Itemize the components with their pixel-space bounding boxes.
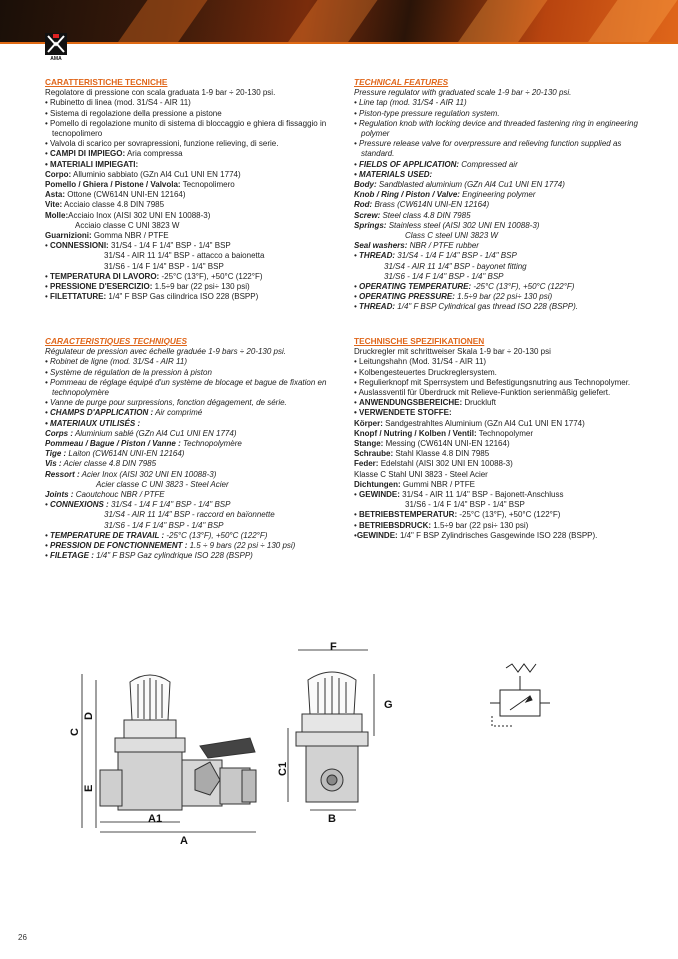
material-it: Corpo: Alluminio sabbiato (GZn Al4 Cu1 UNI EN 1774): [45, 169, 241, 179]
material-de: Feder: Edelstahl (AISI 302 UNI EN 10088-3): [354, 459, 513, 469]
connection-en: 31/S4 - AIR 11 1/4" BSP - bayonet fitting: [384, 261, 527, 271]
connection-it: 31/S6 - 1/4 F 1/4" BSP - 1/4" BSP: [104, 261, 224, 271]
bullet-fr: • Vanne de purge pour surpressions, fonction dégagement, de série.: [45, 398, 340, 408]
bullet-en: • Line tap (mod. 31/S4 - AIR 11): [354, 98, 646, 108]
materials-heading-de: • VERWENDETE STOFFE:: [354, 408, 646, 418]
section-english: [354, 77, 646, 313]
bullet-de: • Regulierknopf mit Sperrsystem und Befestigungsnutring aus Technopolymer.: [354, 378, 646, 388]
materials-heading-fr: • MATERIAUX UTILISÉS :: [45, 419, 340, 429]
heading-en: TECHNICAL FEATURES: [354, 77, 449, 87]
thread-en: • THREAD: 1/4" F BSP Cylindrical gas thread ISO 228 (BSPP).: [354, 302, 646, 312]
connections-it: • CONNESSIONI: 31/S4 - 1/4 F 1/4" BSP - 1/4" BSP: [45, 241, 340, 251]
material-cont-it: Acciaio classe C UNI 3823 W: [75, 220, 180, 230]
bullet-de: • Leitungshahn (Mod. 31/S4 - AIR 11): [354, 357, 646, 367]
connection-en: 31/S6 - 1/4 F 1/4" BSP - 1/4" BSP: [384, 271, 504, 281]
section-italian: [45, 77, 340, 302]
material-it: Molle:Acciaio Inox (AISI 302 UNI EN 10088-3): [45, 210, 211, 220]
material-en: Knob / Ring / Piston / Valve: Engineering polymer: [354, 190, 536, 200]
thread-fr: • FILETAGE : 1/4" F BSP Gaz cylindrique ISO 228 (BSPP): [45, 551, 340, 561]
material-it: Pomello / Ghiera / Pistone / Valvola: Tecnopolimero: [45, 180, 235, 190]
connections-en: • THREAD: 31/S4 - 1/4 F 1/4" BSP - 1/4" BSP: [354, 251, 646, 261]
material-en: Rod: Brass (CW614N UNI-EN 12164): [354, 200, 490, 210]
label-g: G: [384, 699, 393, 711]
material-en: Springs: Stainless steel (AISI 302 UNI EN 10088-3): [354, 220, 540, 230]
label-a: A: [180, 835, 188, 847]
material-de: Körper: Sandgestrahltes Aluminium (GZn Al4 Cu1 UNI EN 1774): [354, 418, 585, 428]
material-fr: Pommeau / Bague / Piston / Vanne : Technopolymère: [45, 439, 242, 449]
fields-de: • ANWENDUNGSBEREICHE: Druckluft: [354, 398, 646, 408]
thread-de: •GEWINDE: 1/4" F BSP Zylindrisches Gasgewinde ISO 228 (BSPP).: [354, 530, 598, 540]
materials-heading-it: • MATERIALI IMPIEGATI:: [45, 160, 340, 170]
temperature-it: • TEMPERATURA DI LAVORO: -25°C (13°F), +50°C (122°F): [45, 272, 340, 282]
connection-fr: 31/S4 - AIR 11 1/4" BSP - raccord en baïonnette: [104, 510, 275, 520]
label-d: D: [83, 712, 95, 720]
material-fr: Tige : Laiton (CW614N UNI-EN 12164): [45, 449, 185, 459]
pressure-fr: • PRESSION DE FONCTIONNEMENT : 1.5 ÷ 9 bars (22 psi ÷ 130 psi): [45, 541, 340, 551]
seals-de: Dichtungen: Gummi NBR / PTFE: [354, 479, 475, 489]
fields-fr: • CHAMPS D'APPLICATION : Air comprimé: [45, 408, 340, 418]
side-view: [296, 672, 368, 802]
seals-it: Guarnizioni: Gomma NBR / PTFE: [45, 231, 169, 241]
label-f: F: [330, 641, 337, 653]
connection-it: 31/S4 - AIR 11 1/4" BSP - attacco a baionetta: [104, 251, 265, 261]
material-it: Vite: Acciaio classe 4.8 DIN 7985: [45, 200, 165, 210]
material-en: Screw: Steel class 4.8 DIN 7985: [354, 210, 471, 220]
intro-it: Regolatore di pressione con scala graduata 1-9 bar ÷ 20-130 psi.: [45, 88, 276, 98]
front-view: [100, 675, 256, 810]
section-french: [45, 336, 340, 561]
bullet-fr: • Pommeau de réglage équipé d'un système de blocage et bague de fixation en technopolymère: [45, 378, 340, 398]
intro-fr: Régulateur de pression avec échelle graduée 1-9 bars ÷ 20-130 psi.: [45, 347, 286, 357]
seals-fr: Joints : Caoutchouc NBR / PTFE: [45, 490, 165, 500]
fields-en: • FIELDS OF APPLICATION: Compressed air: [354, 160, 646, 170]
material-fr: Corps : Aluminium sablé (GZn Al4 Cu1 UNI EN 1774): [45, 428, 237, 438]
material-cont-de: Klasse C Stahl UNI 3823 - Steel Acier: [354, 469, 488, 479]
bullet-en: • Regulation knob with locking device and threaded fastening ring in engineering polymer: [354, 119, 646, 139]
material-cont-en: Class C steel UNI 3823 W: [405, 231, 498, 241]
seals-en: Seal washers: NBR / PTFE rubber: [354, 241, 479, 251]
label-c1: C1: [277, 761, 289, 776]
bullet-fr: • Système de régulation de la pression à piston: [45, 368, 340, 378]
pressure-it: • PRESSIONE D'ESERCIZIO: 1.5÷9 bar (22 psi÷ 130 psi): [45, 282, 340, 292]
pressure-en: • OPERATING PRESSURE: 1.5÷9 bar (22 psi÷ 130 psi): [354, 292, 646, 302]
materials-heading-en: • MATERIALS USED:: [354, 170, 646, 180]
material-en: Body: Sandblasted aluminium (GZn Al4 Cu1 UNI EN 1774): [354, 180, 565, 190]
header-rule: [0, 42, 678, 44]
temperature-fr: • TEMPERATURE DE TRAVAIL : -25°C (13°F), +50°C (122°F): [45, 531, 340, 541]
intro-de: Druckregler mit schrittweiser Skala 1-9 bar ÷ 20-130 psi: [354, 347, 551, 357]
thread-it: • FILETTATURE: 1/4" F BSP Gas cilindrica ISO 228 (BSPP): [45, 292, 340, 302]
bullet-it: • Pomello di regolazione munito di sistema di bloccaggio e ghiera di fissaggio in tecnopolimero: [45, 119, 340, 139]
material-de: Knopf / Nutring / Kolben / Ventil: Technopolymer: [354, 428, 533, 438]
bullet-it: • Valvola di scarico per sovrapressioni, funzione relieving, di serie.: [45, 139, 340, 149]
brand-logo: [45, 33, 67, 63]
label-b: B: [328, 813, 336, 825]
material-cont-fr: Acier classe C UNI 3823 - Steel Acier: [96, 479, 229, 489]
bullet-de: • Kolbengesteuertes Druckreglersystem.: [354, 368, 646, 378]
bullet-en: • Pressure release valve for overpressure and relieving function supplied as standard.: [354, 139, 646, 159]
heading-it: CARATTERISTICHE TECNICHE: [45, 77, 168, 87]
material-it: Asta: Ottone (CW614N UNI-EN 12164): [45, 190, 186, 200]
temperature-de: • BETRIEBSTEMPERATUR: -25°C (13°F), +50°C (122°F): [354, 510, 646, 520]
page-number: 26: [18, 933, 27, 942]
label-e: E: [83, 784, 95, 792]
bullet-de: • Auslassventil für Überdruck mit Relieve-Funktion serienmäßig geliefert.: [354, 388, 646, 398]
bullet-it: • Rubinetto di linea (mod. 31/S4 - AIR 11): [45, 98, 340, 108]
material-fr: Vis : Acier classe 4.8 DIN 7985: [45, 459, 157, 469]
heading-de: TECHNISCHE SPEZIFIKATIONEN: [354, 336, 485, 346]
heading-fr: CARACTERISTIQUES TECHNIQUES: [45, 336, 187, 346]
material-fr: Ressort : Acier Inox (AISI 302 UNI EN 10088-3): [45, 469, 217, 479]
bullet-fr: • Robinet de ligne (mod. 31/S4 - AIR 11): [45, 357, 340, 367]
connections-fr: • CONNEXIONS : 31/S4 - 1/4 F 1/4" BSP - 1/4" BSP: [45, 500, 340, 510]
bullet-en: • Piston-type pressure regulation system.: [354, 109, 646, 119]
pressure-de: • BETRIEBSDRUCK: 1.5÷9 bar (22 psi÷ 130 psi): [354, 521, 646, 531]
label-a1: A1: [148, 813, 163, 825]
logo-text: AMA: [50, 56, 62, 62]
pneumatic-symbol: [490, 664, 550, 726]
bullet-it: • Sistema di regolazione della pressione a pistone: [45, 109, 340, 119]
connections-de: • GEWINDE: 31/S4 - AIR 11 1/4" BSP - Bajonett-Anschluss: [354, 490, 646, 500]
label-c: C: [69, 728, 81, 736]
section-german: [354, 336, 646, 541]
connection-de: 31/S6 - 1/4 F 1/4" BSP - 1/4" BSP: [405, 500, 525, 510]
technical-drawing: [60, 640, 560, 860]
header-banner: [0, 0, 678, 42]
material-de: Schraube: Stahl Klasse 4.8 DIN 7985: [354, 449, 490, 459]
material-de: Stange: Messing (CW614N UNI-EN 12164): [354, 439, 510, 449]
intro-en: Pressure regulator with graduated scale 1-9 bar ÷ 20-130 psi.: [354, 88, 572, 98]
fields-it: • CAMPI DI IMPIEGO: Aria compressa: [45, 149, 340, 159]
connection-fr: 31/S6 - 1/4 F 1/4" BSP - 1/4" BSP: [104, 520, 224, 530]
temperature-en: • OPERATING TEMPERATURE: -25°C (13°F), +50°C (122°F): [354, 282, 646, 292]
